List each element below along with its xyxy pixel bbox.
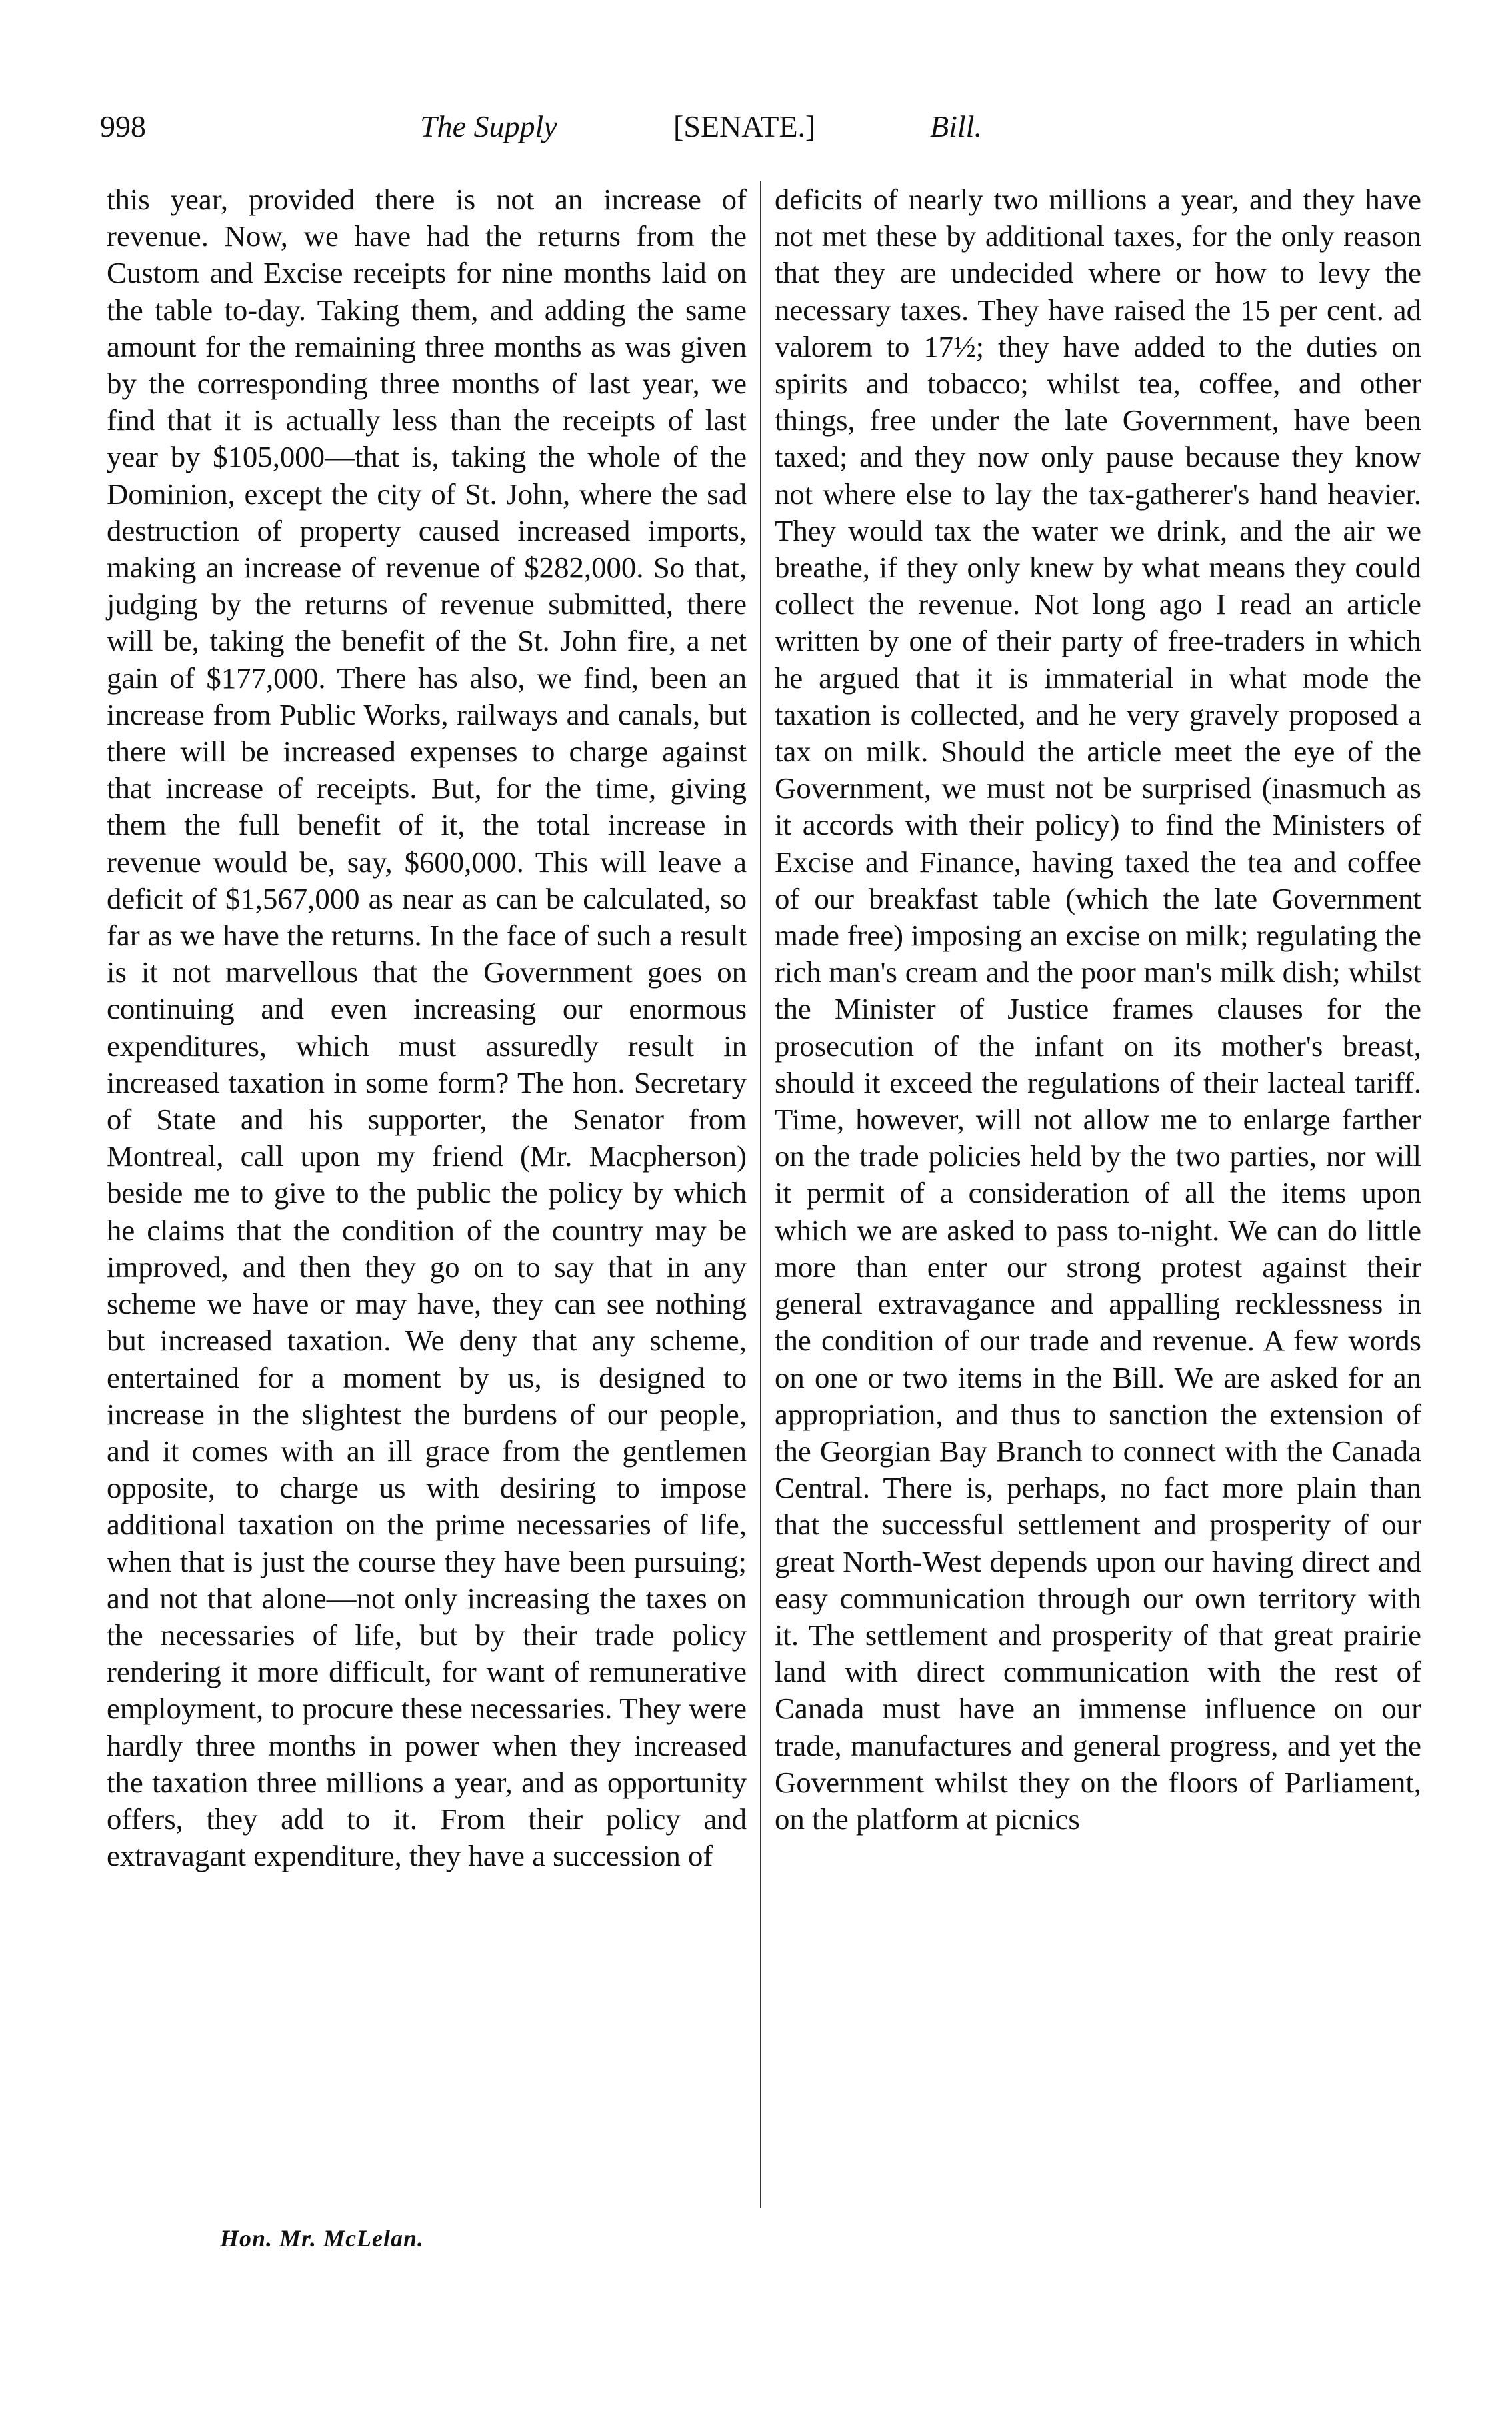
left-column <box>107 181 747 1874</box>
right-column-text: deficits of nearly two millions a year, and they have not met these by additional taxes, for the only reason that they are undecided where or how to levy the necessary taxes. They have raised the 15 per cent. ad valorem to 17½; they have added to the duties on spirits and tobacco; whilst tea, coffee, and other things, free under the late Government, have been taxed; and they now only pause because they know not where else to lay the tax-gatherer's hand heavier. They would tax the water we drink, and the air we breathe, if they only knew by what means they could collect the revenue. Not long ago I read an article written by one of their party of free-traders in which he argued that it is immaterial in what mode the taxation is collected, and he very gravely proposed a tax on milk. Should the article meet the eye of the Government, we must not be surprised (inasmuch as it accords with their policy) to find the Ministers of Excise and Finance, having taxed the tea and coffee of our breakfast table (which the late Government made free) imposing an excise on milk; regulating the rich man's cream and the poor man's milk dish; whilst the Minister of Justice frames clauses for the prosecution of the infant on its mother's breast, should it exceed the regulations of their lacteal tariff. Time, however, will not allow me to enlarge farther on the trade policies held by the two parties, nor will it permit of a consideration of all the items upon which we are asked to pass to-night. We can do little more than enter our strong protest against their general extravagance and appalling recklessness in the condition of our trade and revenue. A few words on one or two items in the Bill. We are asked for an appropriation, and thus to sanction the extension of the Georgian Bay Branch to connect with the Canada Central. There is, perhaps, no fact more plain than that the successful settlement and prosperity of our great North-West depends upon our having direct and easy communication through our own territory with it. The settlement and prosperity of that great prairie land with direct communication with the rest of Canada must have an immense influence on our trade, manufactures and general progress, and yet the Government whilst they on the floors of Parliament, on the platform at picnics <box>775 183 1421 1836</box>
running-title-left: The Supply <box>420 109 557 143</box>
speaker-footer: Hon. Mr. McLelan. <box>220 2225 425 2252</box>
column-divider <box>760 181 761 2208</box>
chamber-label: [SENATE.] <box>673 109 816 143</box>
running-title-right: Bill. <box>930 109 982 143</box>
right-column <box>775 181 1421 1838</box>
page-number: 998 <box>100 109 146 143</box>
page-header <box>100 100 1427 153</box>
left-column-text: this year, provided there is not an increase of revenue. Now, we have had the returns from the Custom and Excise receipts for nine months laid on the table to-day. Taking them, and adding the same amount for the remaining three months as was given by the corresponding three months of last year, we find that it is actually less than the receipts of last year by $105,000—that is, taking the whole of the Dominion, except the city of St. John, where the sad destruction of property caused increased imports, making an increase of revenue of $282,000. So that, judging by the returns of revenue submitted, there will be, taking the benefit of the St. John fire, a net gain of $177,000. There has also, we find, been an increase from Public Works, railways and canals, but there will be increased expenses to charge against that increase of receipts. But, for the time, giving them the full benefit of it, the total increase in revenue would be, say, $600,000. This will leave a deficit of $1,567,000 as near as can be calculated, so far as we have the returns. In the face of such a result is it not marvellous that the Government goes on continuing and even increasing our enormous expenditures, which must assuredly result in increased taxation in some form? The hon. Secretary of State and his supporter, the Senator from Montreal, call upon my friend (Mr. Macpherson) beside me to give to the public the policy by which he claims that the condition of the country may be improved, and then they go on to say that in any scheme we have or may have, they can see nothing but increased taxation. We deny that any scheme, entertained for a moment by us, is designed to increase in the slightest the burdens of our people, and it comes with an ill grace from the gentlemen opposite, to charge us with desiring to impose additional taxation on the prime necessaries of life, when that is just the course they have been pursuing; and not that alone—not only increasing the taxes on the necessaries of life, but by their trade policy rendering it more difficult, for want of remunerative employment, to procure these necessaries. They were hardly three months in power when they increased the taxation three millions a year, and as opportunity offers, they add to it. From their policy and extravagant expenditure, they have a succession of <box>107 183 747 1873</box>
